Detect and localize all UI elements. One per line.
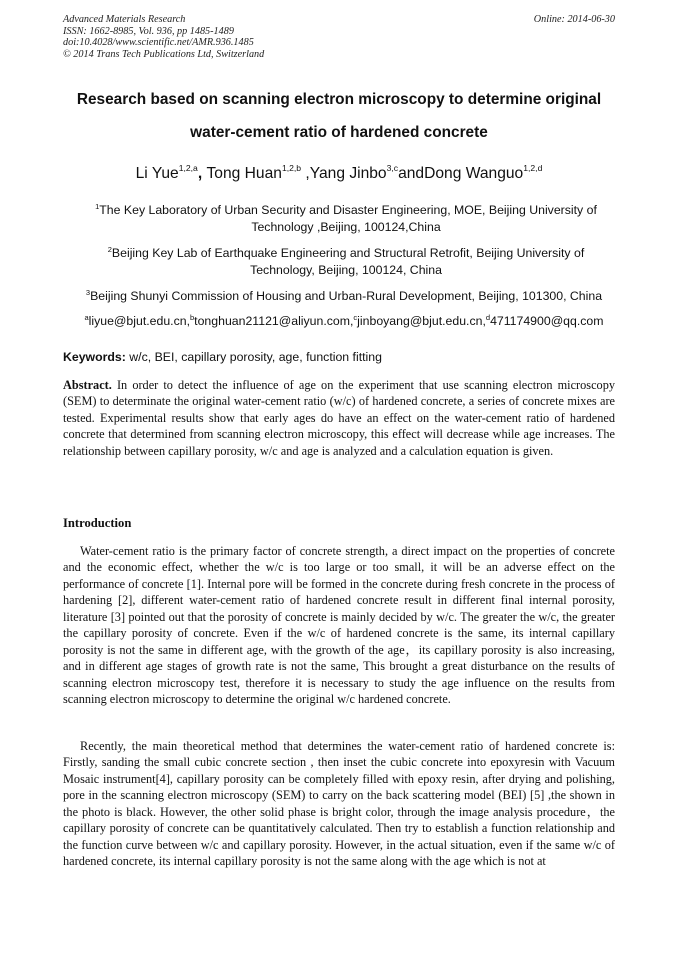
affiliation-2 (76, 245, 616, 279)
author-separator: , (301, 165, 310, 182)
affiliation-text: Beijing Key Lab of Earthquake Engineering and Structural Retrofit, Beijing University of Technology, Beijing, 100124, China (111, 246, 585, 277)
author-list (40, 165, 638, 183)
affiliation-1 (76, 202, 616, 236)
affiliation-sup: 1 (95, 202, 100, 211)
introduction-paragraph-1: Water-cement ratio is the primary factor of concrete strength, a direct impact on the properties of concrete and the economic effect, whether the w/c is too large or too small, it will be an adverse effect on the performance of concrete [1]. Internal pore will be formed in the concrete during fresh concrete in the process of hardening [2], different water-cement ratio of hardened concrete result in different final internal porosity, literature [3] pointed out that the porosity of concrete is mainly decided by w/c. The greater the w/c, the greater the capillary porosity of concrete. Even if the w/c of hardened concrete is the same, its internal capillary porosity is not the same in different age, with the growth of the age，its capillary porosity is also increasing, and in different age stages of growth rate is not the same, This brought a great disturbance on the results of scanning electron microscopy test, therefore it is necessary to study the age influence on the results from scanning electron microscopy to determine the original w/c hardened concrete. (63, 544, 615, 707)
keywords (63, 350, 382, 364)
keywords-text: w/c, BEI, capillary porosity, age, function fitting (125, 350, 382, 364)
paper-title-line-1: Research based on scanning electron microscopy to determine original (76, 91, 602, 108)
affiliation-3 (64, 288, 624, 305)
online-date: Online: 2014-06-30 (533, 14, 615, 25)
abstract-label: Abstract. (63, 378, 112, 392)
author-name: Tong Huan (206, 165, 282, 182)
keywords-label: Keywords: (63, 350, 126, 364)
affiliation-text: Beijing Shunyi Commission of Housing and Urban-Rural Development, Beijing, 101300, China (90, 289, 603, 303)
email-sup: b (190, 313, 195, 322)
author-separator: and (398, 165, 425, 182)
email-link[interactable]: liyue@bjut.edu.cn, (88, 314, 190, 328)
email-sup: d (485, 313, 491, 322)
abstract-text: In order to detect the influence of age on the experiment that use scanning electron microscopy (SEM) to determinate the original water-cement ratio (w/c) of hardened concrete, a series of concrete mixes are tested. Experimental results show that early ages do have an effect on the water-cement ratio of hardened concrete that determined from scanning electron microscopy, this effect will decrease while age increases. The relationship between capillary porosity, w/c and age is analyzed and a calculation equation is given. (63, 378, 615, 458)
author-name: Li Yue (135, 165, 179, 182)
author-affil-sup: 3,c (386, 163, 399, 173)
email-sup: c (353, 313, 358, 322)
doi-line: doi:10.4028/www.scientific.net/AMR.936.1485 (63, 37, 254, 49)
abstract (63, 377, 615, 459)
journal-name: Advanced Materials Research (63, 14, 186, 25)
author-name: Yang Jinbo (309, 165, 387, 182)
journal-header (63, 14, 423, 60)
affiliation-sup: 2 (107, 245, 112, 254)
email-link[interactable]: tonghuan21121@aliyun.com, (194, 314, 354, 328)
email-link[interactable]: jinboyang@bjut.edu.cn, (357, 314, 486, 328)
introduction-paragraph-2: Recently, the main theoretical method that determines the water-cement ratio of hardened concrete is: Firstly, sanding the small cubic concrete section , then inset the cubic concrete into epoxyresin with Vacuum Mosaic instrument[4], capillary porosity can be completely filled with epoxy resin, after drying and polishing, pore in the scanning electron microscopy (SEM) to carry on the back scattering model (BEI) [5] ,the shown in the photo is black. However, the other solid phase is bright color, through the image analysis procedure，the capillary porosity of concrete can be quantitatively calculated. Then try to establish a function relationship and the function curve between w/c and capillary porosity. However, in the actual situation, even if the same w/c of hardened concrete, its internal capillary porosity is not the same along with the age which is not at (63, 739, 615, 869)
issn-line: ISSN: 1662-8985, Vol. 936, pp 1485-1489 (63, 25, 234, 37)
author-separator: , (197, 165, 207, 182)
copyright-line: © 2014 Trans Tech Publications Ltd, Switzerland (63, 48, 265, 60)
affiliation-sup: 3 (85, 288, 91, 297)
paper-title-line-2: water-cement ratio of hardened concrete (190, 124, 488, 141)
email-link[interactable]: 471174900@qq.com (490, 314, 604, 328)
author-name: Dong Wanguo (424, 165, 524, 182)
author-affil-sup: 1,2,a (178, 163, 198, 173)
affiliation-text: The Key Laboratory of Urban Security and Disaster Engineering, MOE, Beijing University of Technology ,Beijing, 100124,China (99, 203, 597, 234)
author-emails (64, 314, 624, 328)
author-affil-sup: 1,2,b (281, 163, 302, 173)
email-sup: a (84, 313, 89, 322)
section-heading-introduction: Introduction (63, 516, 132, 530)
author-affil-sup: 1,2,d (523, 163, 543, 173)
